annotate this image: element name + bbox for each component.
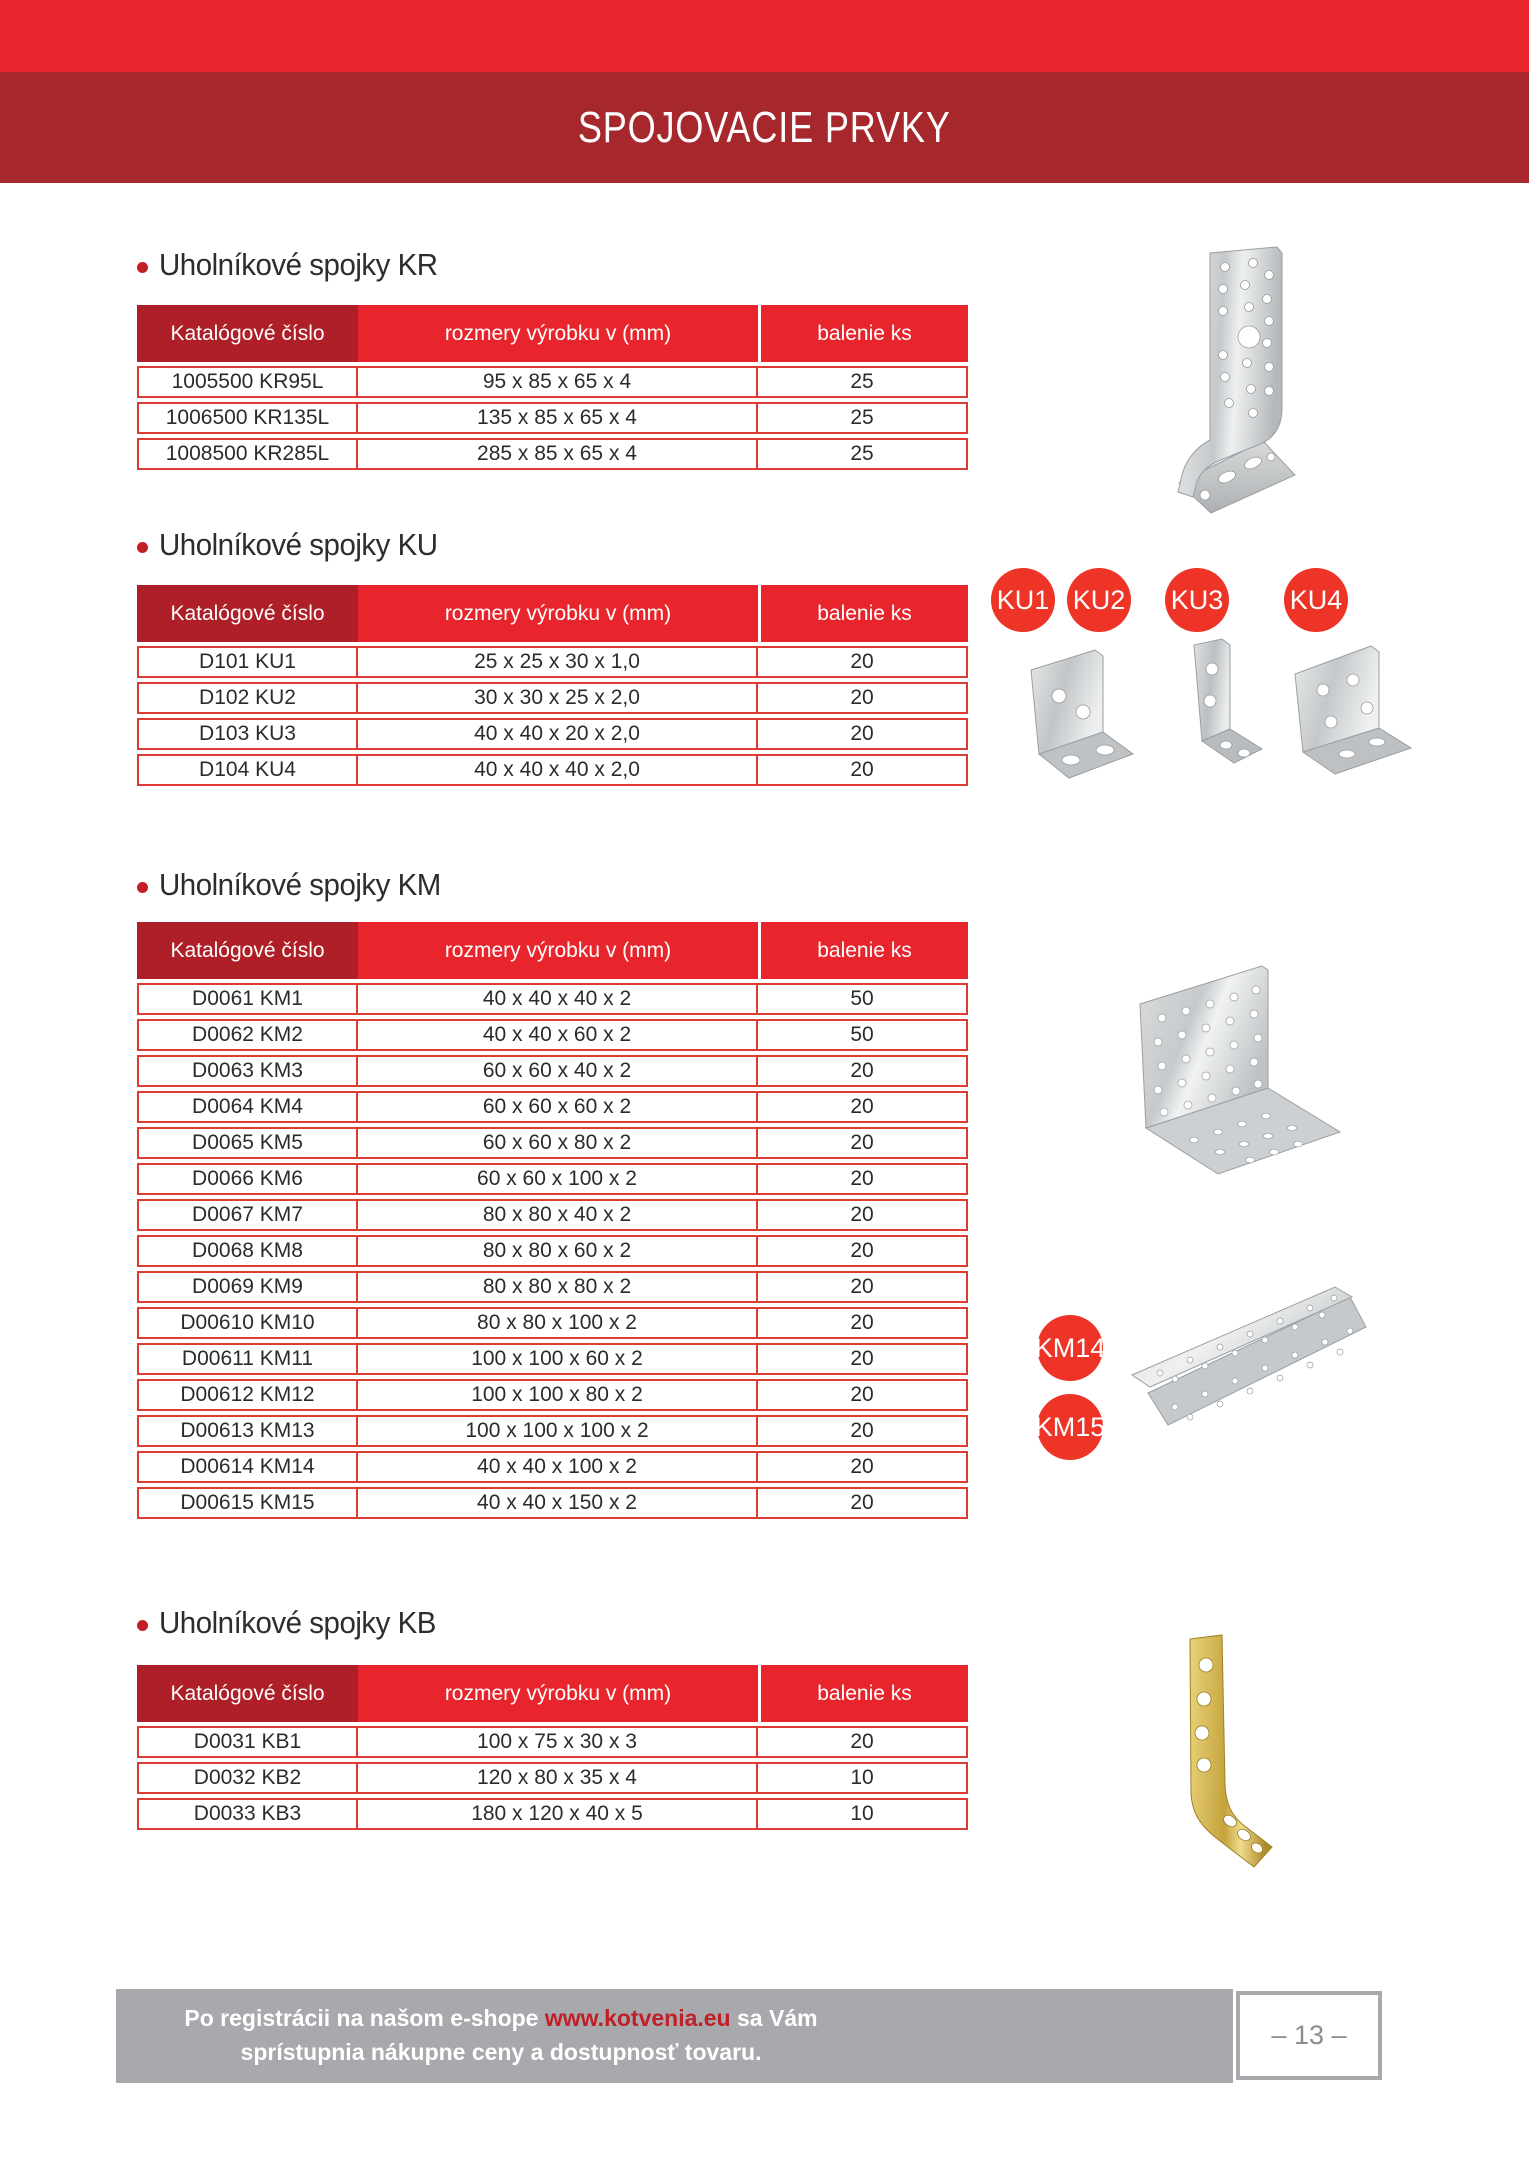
bullet-icon [137, 262, 148, 273]
catalog-cell: D0032 KB2 [137, 1762, 358, 1794]
dimensions-cell: 60 x 60 x 40 x 2 [358, 1055, 758, 1087]
table-row [137, 1415, 968, 1447]
dimensions-cell: 40 x 40 x 100 x 2 [358, 1451, 758, 1483]
dimensions-cell: 100 x 75 x 30 x 3 [358, 1726, 758, 1758]
packing-cell: 20 [758, 1726, 968, 1758]
table-row [137, 366, 968, 398]
table-row [137, 1271, 968, 1303]
page-title: SPOJOVACIE PRVKY [578, 102, 951, 152]
table-row [137, 1307, 968, 1339]
packing-cell: 50 [758, 983, 968, 1015]
col-header-dimensions: rozmery výrobku v (mm) [358, 1665, 758, 1722]
product-image-ku3 [1160, 635, 1270, 795]
footer-line1: Po registrácii na našom e-shope www.kotvenia.eu sa Vám [184, 2005, 818, 2031]
table-row [137, 646, 968, 678]
product-image-km-bracket [1110, 960, 1350, 1225]
table-row [137, 1055, 968, 1087]
packing-cell: 20 [758, 1271, 968, 1303]
dimensions-cell: 40 x 40 x 20 x 2,0 [358, 718, 758, 750]
badge-ku2: KU2 [1067, 568, 1131, 632]
catalog-cell: D00614 KM14 [137, 1451, 358, 1483]
packing-cell: 20 [758, 1379, 968, 1411]
dimensions-cell: 285 x 85 x 65 x 4 [358, 438, 758, 470]
table-kb [137, 1665, 968, 1830]
table-row [137, 1019, 968, 1051]
catalog-cell: D0065 KM5 [137, 1127, 358, 1159]
dimensions-cell: 80 x 80 x 40 x 2 [358, 1199, 758, 1231]
table-row [137, 1235, 968, 1267]
catalog-cell: D0069 KM9 [137, 1271, 358, 1303]
catalog-cell: 1005500 KR95L [137, 366, 358, 398]
catalog-cell: D00613 KM13 [137, 1415, 358, 1447]
page-number: – 13 – [1271, 2020, 1347, 2050]
packing-cell: 20 [758, 1307, 968, 1339]
product-image-kb-bracket [1130, 1625, 1285, 1890]
dimensions-cell: 120 x 80 x 35 x 4 [358, 1762, 758, 1794]
catalog-cell: D0068 KM8 [137, 1235, 358, 1267]
col-header-packing: balenie ks [758, 305, 968, 362]
catalog-cell: D00615 KM15 [137, 1487, 358, 1519]
table-row [137, 1343, 968, 1375]
catalog-cell: D00611 KM11 [137, 1343, 358, 1375]
section-title-ku: Uholníkové spojky KU [137, 527, 452, 563]
footer-band [116, 1989, 1233, 2083]
page-title-band [0, 72, 1529, 183]
dimensions-cell: 95 x 85 x 65 x 4 [358, 366, 758, 398]
dimensions-cell: 80 x 80 x 100 x 2 [358, 1307, 758, 1339]
section-title-km: Uholníkové spojky KM [137, 867, 456, 903]
bullet-icon [137, 1620, 148, 1631]
table-row [137, 1487, 968, 1519]
product-image-ku1 [1015, 640, 1140, 800]
product-image-kr-bracket [1165, 245, 1310, 520]
table-row [137, 1798, 968, 1830]
catalog-cell: D0067 KM7 [137, 1199, 358, 1231]
packing-cell: 25 [758, 366, 968, 398]
col-header-catalog: Katalógové číslo [137, 585, 358, 642]
col-header-catalog: Katalógové číslo [137, 922, 358, 979]
packing-cell: 20 [758, 754, 968, 786]
catalog-cell: D102 KU2 [137, 682, 358, 714]
table-row [137, 1726, 968, 1758]
table-ku [137, 585, 968, 786]
packing-cell: 20 [758, 1055, 968, 1087]
packing-cell: 20 [758, 1451, 968, 1483]
table-header [137, 585, 968, 642]
catalog-cell: D103 KU3 [137, 718, 358, 750]
table-row [137, 1379, 968, 1411]
dimensions-cell: 40 x 40 x 150 x 2 [358, 1487, 758, 1519]
col-header-catalog: Katalógové číslo [137, 305, 358, 362]
table-row [137, 983, 968, 1015]
packing-cell: 20 [758, 718, 968, 750]
packing-cell: 20 [758, 1343, 968, 1375]
footer-line2: sprístupnia nákupne ceny a dostupnosť tovaru. [240, 2039, 762, 2065]
table-header [137, 922, 968, 979]
dimensions-cell: 80 x 80 x 80 x 2 [358, 1271, 758, 1303]
packing-cell: 20 [758, 1199, 968, 1231]
badge-ku4: KU4 [1284, 568, 1348, 632]
table-row [137, 1163, 968, 1195]
packing-cell: 20 [758, 1487, 968, 1519]
col-header-packing: balenie ks [758, 1665, 968, 1722]
dimensions-cell: 40 x 40 x 40 x 2,0 [358, 754, 758, 786]
col-header-dimensions: rozmery výrobku v (mm) [358, 585, 758, 642]
catalog-cell: D0033 KB3 [137, 1798, 358, 1830]
catalog-cell: D00612 KM12 [137, 1379, 358, 1411]
table-header [137, 305, 968, 362]
catalog-cell: D104 KU4 [137, 754, 358, 786]
dimensions-cell: 100 x 100 x 80 x 2 [358, 1379, 758, 1411]
col-header-packing: balenie ks [758, 922, 968, 979]
catalog-cell: D0064 KM4 [137, 1091, 358, 1123]
catalog-cell: D0063 KM3 [137, 1055, 358, 1087]
packing-cell: 20 [758, 1091, 968, 1123]
table-header [137, 1665, 968, 1722]
table-row [137, 1762, 968, 1794]
packing-cell: 50 [758, 1019, 968, 1051]
table-row [137, 1451, 968, 1483]
badge-ku3: KU3 [1165, 568, 1229, 632]
packing-cell: 25 [758, 402, 968, 434]
catalog-cell: D101 KU1 [137, 646, 358, 678]
table-row [137, 1199, 968, 1231]
col-header-dimensions: rozmery výrobku v (mm) [358, 922, 758, 979]
page-number-box [1236, 1991, 1382, 2080]
table-row [137, 754, 968, 786]
table-row [137, 682, 968, 714]
badge-km15: KM15 [1037, 1394, 1103, 1460]
table-row [137, 438, 968, 470]
dimensions-cell: 40 x 40 x 60 x 2 [358, 1019, 758, 1051]
packing-cell: 20 [758, 1415, 968, 1447]
dimensions-cell: 25 x 25 x 30 x 1,0 [358, 646, 758, 678]
table-row [137, 718, 968, 750]
table-row [137, 1091, 968, 1123]
section-title-kr: Uholníkové spojky KR [137, 247, 452, 283]
bullet-icon [137, 542, 148, 553]
catalog-cell: D0061 KM1 [137, 983, 358, 1015]
table-km [137, 922, 968, 1519]
catalog-cell: D0066 KM6 [137, 1163, 358, 1195]
catalog-cell: D00610 KM10 [137, 1307, 358, 1339]
section-title-kb: Uholníkové spojky KB [137, 1605, 451, 1641]
bullet-icon [137, 882, 148, 893]
dimensions-cell: 60 x 60 x 100 x 2 [358, 1163, 758, 1195]
badge-km14: KM14 [1037, 1315, 1103, 1381]
top-red-band [0, 0, 1529, 72]
dimensions-cell: 30 x 30 x 25 x 2,0 [358, 682, 758, 714]
dimensions-cell: 80 x 80 x 60 x 2 [358, 1235, 758, 1267]
col-header-packing: balenie ks [758, 585, 968, 642]
packing-cell: 20 [758, 1163, 968, 1195]
product-image-ku4 [1275, 638, 1420, 793]
packing-cell: 20 [758, 1235, 968, 1267]
kotvenia-link[interactable]: www.kotvenia.eu [544, 2005, 731, 2031]
catalog-cell: 1006500 KR135L [137, 402, 358, 434]
dimensions-cell: 180 x 120 x 40 x 5 [358, 1798, 758, 1830]
col-header-catalog: Katalógové číslo [137, 1665, 358, 1722]
packing-cell: 25 [758, 438, 968, 470]
packing-cell: 20 [758, 682, 968, 714]
catalog-cell: D0031 KB1 [137, 1726, 358, 1758]
packing-cell: 20 [758, 646, 968, 678]
dimensions-cell: 60 x 60 x 80 x 2 [358, 1127, 758, 1159]
dimensions-cell: 100 x 100 x 60 x 2 [358, 1343, 758, 1375]
table-row [137, 1127, 968, 1159]
dimensions-cell: 60 x 60 x 60 x 2 [358, 1091, 758, 1123]
col-header-dimensions: rozmery výrobku v (mm) [358, 305, 758, 362]
catalog-cell: D0062 KM2 [137, 1019, 358, 1051]
packing-cell: 10 [758, 1762, 968, 1794]
product-image-km-rail [1120, 1275, 1385, 1470]
dimensions-cell: 100 x 100 x 100 x 2 [358, 1415, 758, 1447]
footer-text [116, 2001, 886, 2069]
dimensions-cell: 135 x 85 x 65 x 4 [358, 402, 758, 434]
table-row [137, 402, 968, 434]
badge-ku1: KU1 [991, 568, 1055, 632]
table-kr [137, 305, 968, 470]
catalog-cell: 1008500 KR285L [137, 438, 358, 470]
packing-cell: 10 [758, 1798, 968, 1830]
dimensions-cell: 40 x 40 x 40 x 2 [358, 983, 758, 1015]
packing-cell: 20 [758, 1127, 968, 1159]
